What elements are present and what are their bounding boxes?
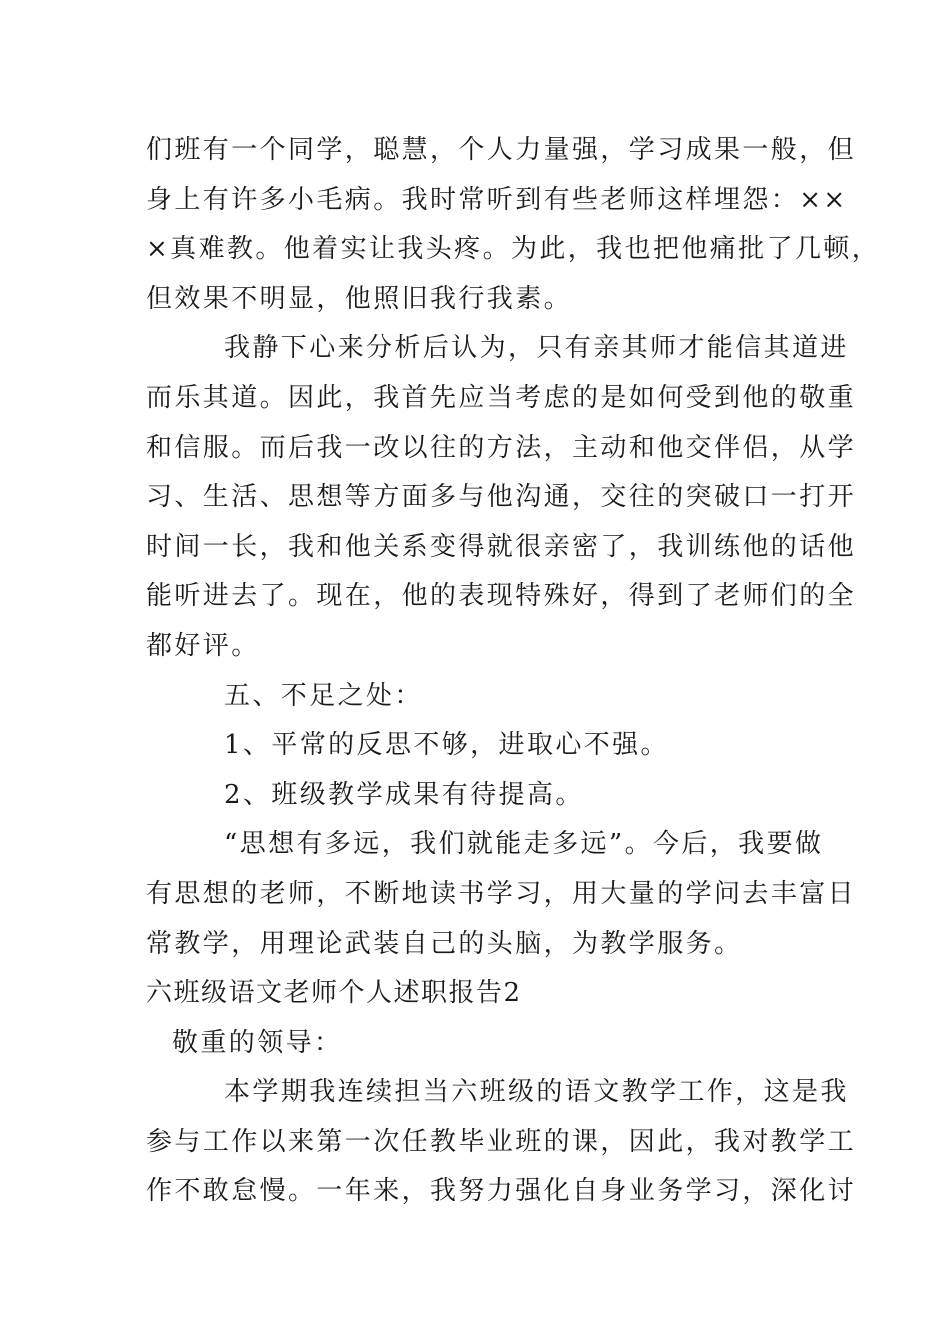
- list-item: 2、班级教学成果有待提高。: [224, 779, 584, 810]
- text-line: 参与工作以来第一次任教毕业班的课，因此，我对教学工: [146, 1126, 857, 1157]
- text-line: 常教学，用理论武装自己的头脑，为教学服务。: [146, 928, 743, 959]
- paragraph-start-line: 我静下心来分析后认为，只有亲其师才能信其道进: [224, 333, 849, 364]
- text-line: 但效果不明显，他照旧我行我素。: [146, 283, 573, 314]
- text-line: 都好评。: [146, 630, 260, 661]
- text-line: 习、生活、思想等方面多与他沟通，交往的突破口一打开: [146, 482, 857, 513]
- text-line: 们班有一个同学，聪慧，个人力量强，学习成果一般，但: [146, 135, 857, 165]
- text-line: 而乐其道。因此，我首先应当考虑的是如何受到他的敬重: [146, 382, 857, 413]
- text-line: 和信服。而后我一改以往的方法，主动和他交伴侣，从学: [146, 432, 857, 463]
- text-line: 有思想的老师，不断地读书学习，用大量的学问去丰富日: [146, 878, 857, 909]
- text-line: 时间一长，我和他关系变得就很亲密了，我训练他的话他: [146, 531, 857, 562]
- list-item: 1、平常的反思不够，进取心不强。: [224, 730, 669, 761]
- text-line: ×真难教。他着实让我头疼。为此，我也把他痛批了几顿，: [146, 234, 881, 265]
- report-title: 六班级语文老师个人述职报告2: [146, 978, 522, 1009]
- text-line: 作不敢怠慢。一年来，我努力强化自身业务学习，深化讨: [146, 1176, 857, 1207]
- salutation: 敬重的领导：: [172, 1027, 343, 1058]
- paragraph-start-line: “思想有多远，我们就能走多远”。今后，我要做: [224, 829, 824, 860]
- paragraph-start-line: 本学期我连续担当六班级的语文教学工作，这是我: [224, 1077, 849, 1108]
- text-line: 能听进去了。现在，他的表现特殊好，得到了老师们的全: [146, 581, 857, 612]
- text-line: 身上有许多小毛病。我时常听到有些老师这样埋怨：××: [146, 184, 848, 215]
- document-page: [146, 126, 881, 1217]
- section-heading: 五、不足之处：: [224, 680, 423, 711]
